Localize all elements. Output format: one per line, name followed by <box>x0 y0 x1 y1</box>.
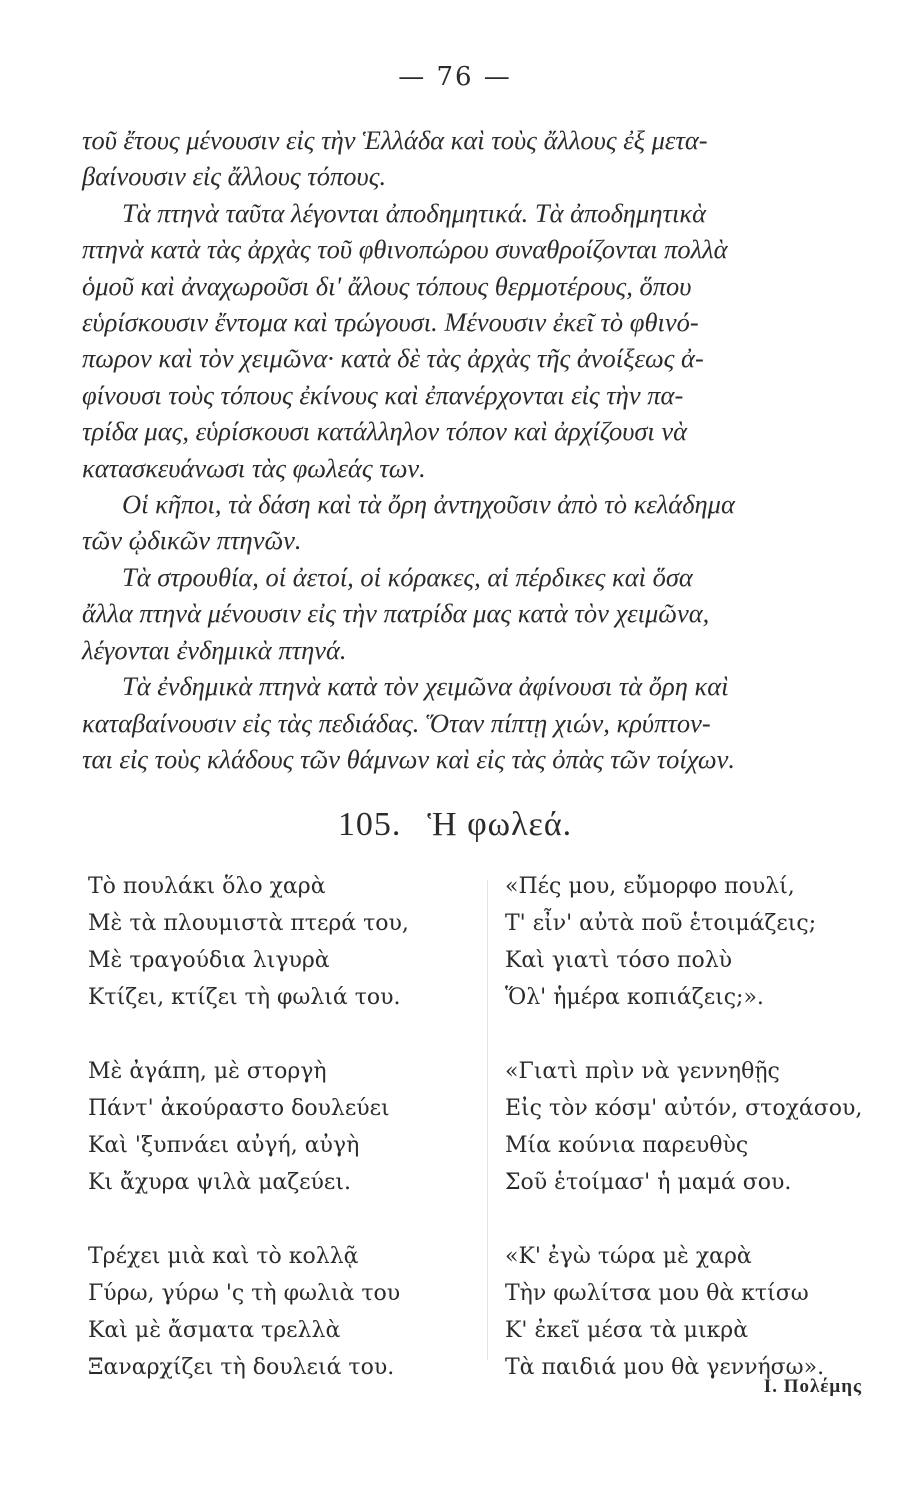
prose-text <box>82 122 882 777</box>
verse-line: Γύρω, γύρω 'ς τὴ φωλιὰ του <box>88 1281 401 1306</box>
poem-left-column <box>88 868 478 1423</box>
prose-line: φίνουσι τοὺς τόπους ἐκίνους καὶ ἐπανέρχονται εἰς τὴν πα- <box>82 379 684 410</box>
verse-line: Πάντ' ἀκούραστο δουλεύει <box>88 1096 390 1121</box>
verse-line: Τρέχει μιὰ καὶ τὸ κολλᾷ <box>88 1244 359 1269</box>
verse-line: Καὶ 'ξυπνάει αὐγή, αὐγὴ <box>88 1133 360 1158</box>
stanza <box>88 868 478 1016</box>
prose-line: Τὰ ἐνδημικὰ πτηνὰ κατὰ τὸν χειμῶνα ἀφίνουσι τὰ ὄρη καὶ <box>122 671 729 702</box>
verse-line: Μὲ ἀγάπη, μὲ στοργὴ <box>88 1059 327 1084</box>
prose-line: βαίνουσιν εἰς ἄλλους τόπους. <box>82 161 387 192</box>
prose-line: λέγονται ἐνδημικὰ πτηνά. <box>82 634 347 665</box>
prose-line: ἄλλα πτηνὰ μένουσιν εἰς τὴν πατρίδα μας κατὰ τὸν χειμῶνα, <box>82 598 710 629</box>
verse-line: Τὴν φωλίτσα μου θὰ κτίσω <box>505 1281 809 1306</box>
verse-line: Μὲ τὰ πλουμιστὰ πτερά του, <box>88 911 409 936</box>
verse-line: «Γιατὶ πρὶν νὰ γεννηθῇς <box>505 1059 780 1084</box>
prose-line: τῶν ᾠδικῶν πτηνῶν. <box>82 525 302 556</box>
stanza <box>88 1053 478 1201</box>
verse-line: Μία κούνια παρευθὺς <box>505 1133 749 1158</box>
poem-number: 105. <box>337 806 402 843</box>
prose-line: Οἱ κῆποι, τὰ δάση καὶ τὰ ὄρη ἀντηχοῦσιν ἀπὸ τὸ κελάδημα <box>122 489 735 520</box>
verse-line: Τὰ παιδιά μου θὰ γεννήσω». <box>505 1355 825 1380</box>
poem-author: Ι. Πολέμης <box>763 1376 862 1397</box>
prose-line: καταβαίνουσιν εἰς τὰς πεδιάδας. Ὅταν πίπτῃ χιών, κρύπτον- <box>82 707 711 738</box>
prose-line: ὁμοῦ καὶ ἀναχωροῦσι δι' ἄλους τόπους θερμοτέρους, ὅπου <box>82 270 692 301</box>
verse-line: Τ' εἶν' αὐτὰ ποῦ ἑτοιμάζεις; <box>505 911 817 936</box>
prose-line: Τὰ στρουθία, οἱ ἀετοί, οἱ κόρακες, αἱ πέρδικες καὶ ὅσα <box>122 561 693 592</box>
verse-line: «Πές μου, εὔμορφο πουλί, <box>505 874 795 899</box>
prose-line: κατασκευάνωσι τὰς φωλεάς των. <box>82 452 426 483</box>
stanza <box>88 1238 478 1386</box>
poem-right-column <box>505 868 900 1423</box>
verse-line: Κι ἄχυρα ψιλὰ μαζεύει. <box>88 1170 351 1195</box>
verse-line: Κ' ἐκεῖ μέσα τὰ μικρὰ <box>505 1318 749 1343</box>
verse-line: Κτίζει, κτίζει τὴ φωλιά του. <box>88 985 401 1010</box>
verse-line: Τὸ πουλάκι ὅλο χαρὰ <box>88 874 326 899</box>
stanza <box>505 868 900 1016</box>
stanza <box>505 1053 900 1201</box>
prose-line: ται εἰς τοὺς κλάδους τῶν θάμνων καὶ εἰς τὰς ὀπὰς τῶν τοίχων. <box>82 743 735 774</box>
prose-line: τρίδα μας, εὑρίσκουσι κατάλληλον τόπον καὶ ἀρχίζουσι νὰ <box>82 416 688 447</box>
prose-line: Τὰ πτηνὰ ταῦτα λέγονται ἀποδημητικά. Τὰ ἀποδημητικὰ <box>122 197 706 228</box>
column-divider <box>487 880 488 1360</box>
verse-line: Καὶ μὲ ἄσματα τρελλὰ <box>88 1318 341 1343</box>
stanza <box>505 1238 900 1386</box>
prose-line: πτηνὰ κατὰ τὰς ἀρχὰς τοῦ φθινοπώρου συναθροίζονται πολλὰ <box>82 234 728 265</box>
prose-line: τοῦ ἔτους μένουσιν εἰς τὴν Ἑλλάδα καὶ τοὺς ἄλλους ἐξ μετα- <box>82 125 708 155</box>
verse-line: Ξαναρχίζει τὴ δουλειά του. <box>88 1355 395 1380</box>
prose-line: εὑρίσκουσιν ἔντομα καὶ τρώγουσι. Μένουσιν ἐκεῖ τὸ φθινό- <box>82 307 699 338</box>
poem-heading <box>0 806 910 844</box>
page-number: — 76 — <box>398 62 512 92</box>
verse-line: Εἰς τὸν κόσμ' αὐτόν, στοχάσου, <box>505 1096 863 1121</box>
prose-line: πωρον καὶ τὸν χειμῶνα· κατὰ δὲ τὰς ἀρχὰς τῆς ἀνοίξεως ἀ- <box>82 343 704 374</box>
verse-line: Ὅλ' ἡμέρα κοπιάζεις;». <box>505 985 764 1010</box>
verse-line: Μὲ τραγούδια λιγυρὰ <box>88 948 330 973</box>
poem-title: Ἡ φωλεά. <box>427 806 573 843</box>
verse-line: Καὶ γιατὶ τόσο πολὺ <box>505 948 733 973</box>
verse-line: Σοῦ ἑτοίμασ' ἡ μαμά σου. <box>505 1170 792 1195</box>
verse-line: «Κ' ἐγὼ τώρα μὲ χαρὰ <box>505 1244 752 1269</box>
